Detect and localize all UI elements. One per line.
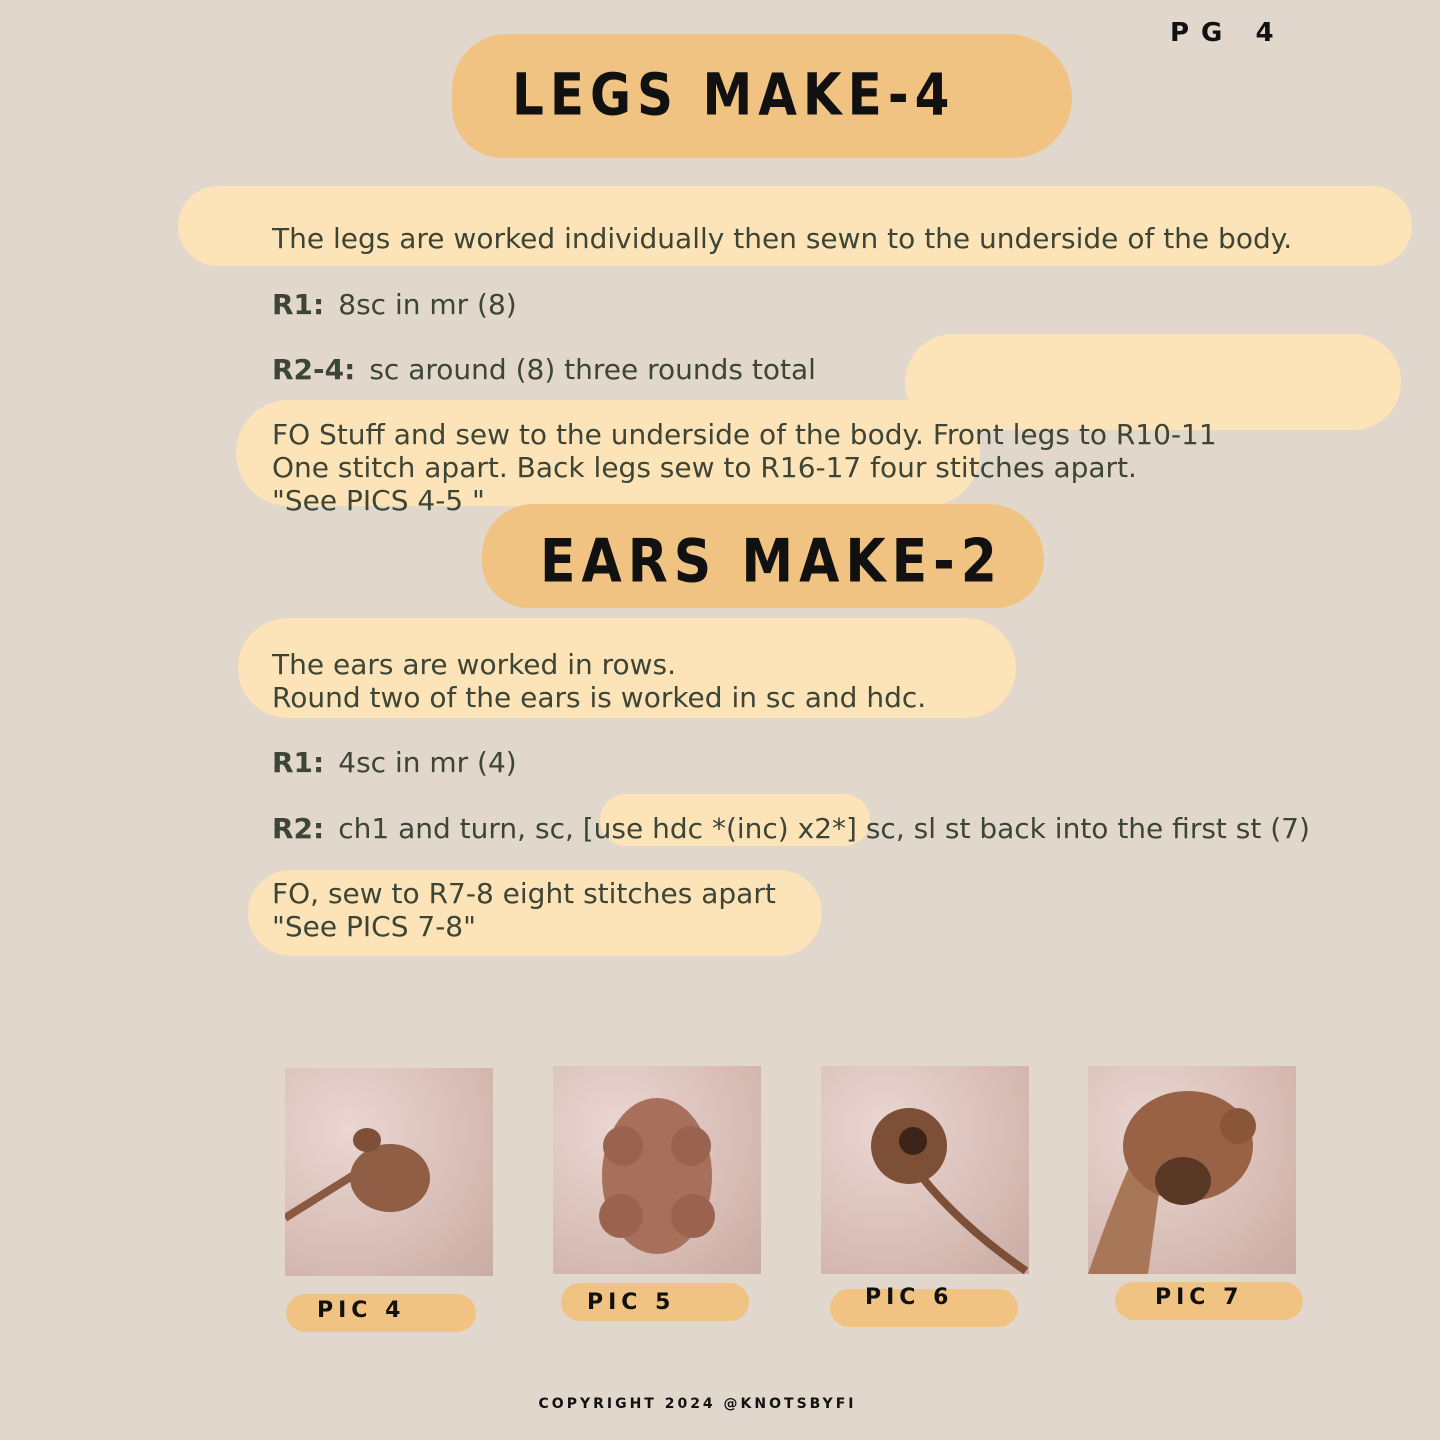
legs-side-highlight bbox=[905, 334, 1401, 430]
ears-finish: FO, sew to R7-8 eight stitches apart "See PICS 7-8" bbox=[272, 877, 776, 943]
row-label: R2: bbox=[272, 812, 325, 845]
row-text: sc around (8) three rounds total bbox=[369, 353, 816, 386]
legs-row-1 bbox=[272, 288, 517, 321]
photo-leg-with-tail bbox=[285, 1068, 493, 1276]
legs-finish: FO Stuff and sew to the underside of the body. Front legs to R10-11 One stitch apart. Back legs sew to R16-17 four stitches apart. "See PICS 4-5 " bbox=[272, 418, 1217, 517]
photo-head-in-hand bbox=[1088, 1066, 1296, 1274]
copyright: COPYRIGHT 2024 @KNOTSBYFI bbox=[538, 1396, 857, 1412]
row-text: ch1 and turn, sc, [use hdc *(inc) x2*] sc, sl st back into the first st (7) bbox=[338, 812, 1310, 845]
ears-row-1 bbox=[272, 746, 517, 779]
legs-intro: The legs are worked individually then sewn to the underside of the body. bbox=[272, 222, 1293, 255]
ears-heading: EARS MAKE-2 bbox=[540, 527, 1003, 597]
pic-5-caption: PIC 5 bbox=[587, 1290, 676, 1315]
legs-row-2 bbox=[272, 353, 816, 386]
photo-body-with-legs bbox=[553, 1066, 761, 1274]
row-label: R1: bbox=[272, 746, 325, 779]
ears-row-2 bbox=[272, 812, 1310, 845]
row-label: R1: bbox=[272, 288, 325, 321]
page-number: PG 4 bbox=[1170, 18, 1286, 48]
row-text: 4sc in mr (4) bbox=[338, 746, 517, 779]
photo-head-with-tail bbox=[821, 1066, 1029, 1274]
row-text: 8sc in mr (8) bbox=[338, 288, 517, 321]
pic-6-caption: PIC 6 bbox=[865, 1285, 954, 1310]
legs-heading: LEGS MAKE-4 bbox=[512, 61, 956, 129]
ears-intro: The ears are worked in rows. Round two of the ears is worked in sc and hdc. bbox=[272, 648, 927, 714]
row-label: R2-4: bbox=[272, 353, 356, 386]
pic-4-caption: PIC 4 bbox=[317, 1298, 406, 1323]
pic-7-caption: PIC 7 bbox=[1155, 1285, 1244, 1310]
